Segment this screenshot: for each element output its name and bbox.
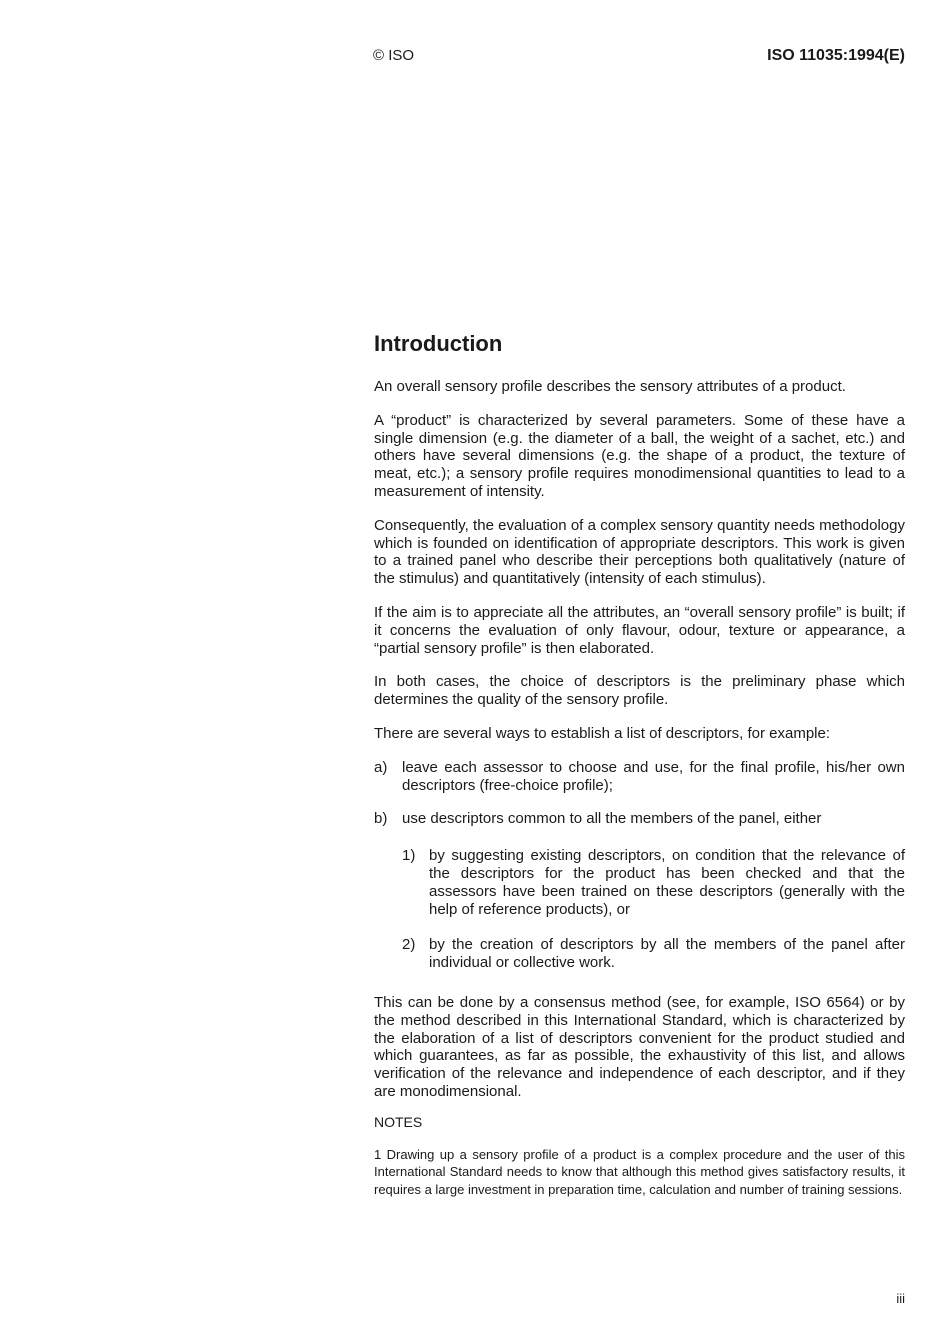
list-marker: a) <box>374 758 388 776</box>
paragraph: Consequently, the evaluation of a complex sensory quantity needs methodology which is founded on identification of appropriate descriptors. This work is given to a trained panel who describe their perceptions both qualitatively (nature of the stimulus) and quantitatively (intensity of each stimulus). <box>374 516 905 588</box>
paragraph: In both cases, the choice of descriptors is the preliminary phase which determines the quality of the sensory profile. <box>374 673 905 709</box>
sublist-marker: 1) <box>402 847 416 865</box>
sublist-item-text: by suggesting existing descriptors, on condition that the relevance of the descriptors for the product has been checked and that the assessors have been trained on these descriptors (generally with the help of reference products), or <box>429 847 905 918</box>
section-title: Introduction <box>374 331 503 356</box>
copyright-label: © ISO <box>373 47 415 64</box>
paragraph: There are several ways to establish a list of descriptors, for example: <box>374 724 831 742</box>
paragraph: A “product” is characterized by several parameters. Some of these have a single dimension (e.g. the diameter of a ball, the weight of a sachet, etc.) and others have several dimensions (e.g. the shape of a product, the texture of meat, etc.); a sensory profile requires monodimensional quantities to lead to a measurement of intensity. <box>374 411 905 500</box>
sublist-item-2 <box>402 936 905 972</box>
page-number: iii <box>896 1291 905 1306</box>
sublist-item-text: by the creation of descriptors by all the members of the panel after individual or collective work. <box>429 936 905 972</box>
list-item-a <box>374 759 905 795</box>
list-item-text: use descriptors common to all the members of the panel, either <box>402 810 822 828</box>
list-item-text: leave each assessor to choose and use, for the final profile, his/her own descriptors (free-choice profile); <box>402 758 905 794</box>
notes-heading: NOTES <box>374 1113 423 1130</box>
list-marker: b) <box>374 810 388 828</box>
sublist-marker: 2) <box>402 936 416 954</box>
paragraph: An overall sensory profile describes the sensory attributes of a product. <box>374 378 846 395</box>
introduction-section <box>374 330 905 1198</box>
list-item-b <box>374 810 905 828</box>
paragraph: If the aim is to appreciate all the attributes, an “overall sensory profile” is built; if it concerns the evaluation of only flavour, odour, texture or appearance, a “partial sensory profile” is then elaborated. <box>374 603 905 657</box>
closing-paragraph: This can be done by a consensus method (see, for example, ISO 6564) or by the method described in this International Standard, which is characterized by the elaboration of a list of descriptors convenient for the product studied and which guarantees, as far as possible, the exhaustivity of this list, and allows verification of the relevance and independence of each descriptor, and if they are monodimensional. <box>374 993 905 1100</box>
standard-number: ISO 11035:1994(E) <box>767 47 905 64</box>
note-1: 1 Drawing up a sensory profile of a product is a complex procedure and the user of this International Standard needs to know that although this method gives satisfactory results, it requires a large investment in preparation time, calculation and number of training sessions. <box>374 1146 905 1197</box>
sublist-item-1 <box>402 847 905 918</box>
